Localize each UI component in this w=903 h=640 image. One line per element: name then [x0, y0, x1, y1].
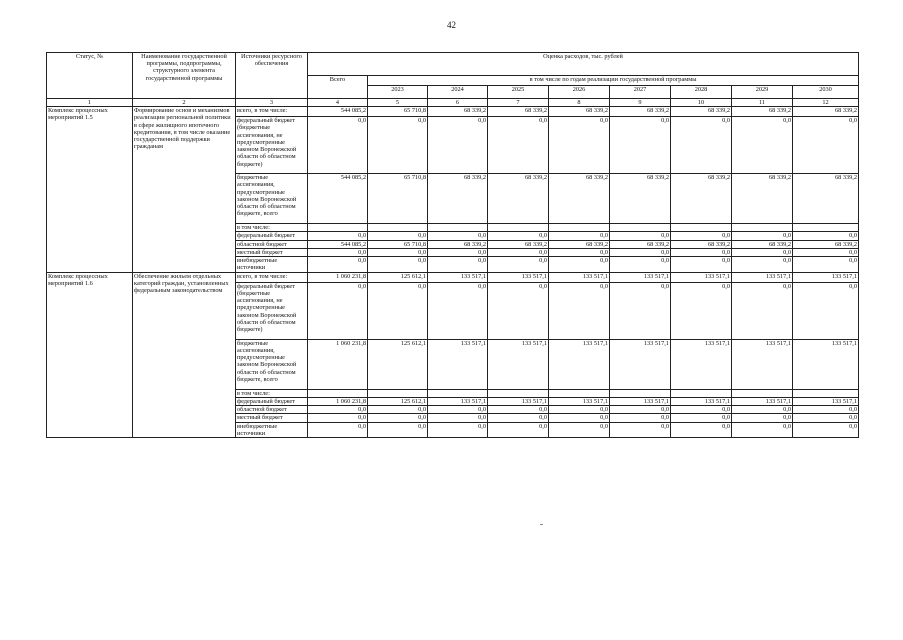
funding-source: местный бюджет [236, 414, 308, 422]
value-year: 68 339,2 [793, 240, 859, 248]
program-name: Обеспечение жильем отдельных категорий граждан, установленных федеральным законодательством [133, 272, 236, 437]
header-year: 2023 [368, 86, 428, 99]
value-year: 0,0 [549, 406, 610, 414]
header-status: Статус, № [47, 53, 133, 99]
value-year: 0,0 [428, 422, 488, 437]
value-year: 0,0 [428, 414, 488, 422]
column-number: 3 [236, 99, 308, 107]
value-year: 68 339,2 [549, 240, 610, 248]
value-total: 0,0 [308, 414, 368, 422]
value-year [732, 389, 793, 397]
value-total: 544 085,2 [308, 107, 368, 117]
value-year: 0,0 [793, 257, 859, 272]
funding-source: внебюджетные источники [236, 422, 308, 437]
value-year: 0,0 [732, 248, 793, 256]
funding-source: всего, в том числе: [236, 107, 308, 117]
value-total [308, 224, 368, 232]
funding-source: областной бюджет [236, 406, 308, 414]
value-year: 0,0 [671, 406, 732, 414]
value-year: 0,0 [488, 422, 549, 437]
value-year [732, 224, 793, 232]
value-year: 68 339,2 [488, 240, 549, 248]
program-name: Формирование основ и механизмов реализации региональной политики в сфере жилищного ипотечного кредитования, в том числе оказание государственной поддержки гражданам [133, 107, 236, 272]
value-year: 68 339,2 [428, 107, 488, 117]
value-year: 68 339,2 [549, 174, 610, 224]
value-year: 0,0 [610, 232, 671, 240]
funding-source: всего, в том числе: [236, 272, 308, 282]
header-total: Всего [308, 76, 368, 99]
column-number: 2 [133, 99, 236, 107]
header-name: Наименование государственной программы, подпрограммы, структурного элемента государственной программы [133, 53, 236, 99]
value-year: 0,0 [610, 422, 671, 437]
value-total: 0,0 [308, 282, 368, 339]
header-estimate: Оценка расходов, тыс. рублей [308, 53, 859, 76]
funding-source: областной бюджет [236, 240, 308, 248]
value-year: 0,0 [732, 257, 793, 272]
funding-source: федеральный бюджет (бюджетные ассигнования, не предусмотренные законом Воронежской области об областном бюджете) [236, 117, 308, 174]
value-year: 0,0 [368, 422, 428, 437]
value-year: 0,0 [610, 414, 671, 422]
value-year: 0,0 [793, 414, 859, 422]
value-year: 125 612,1 [368, 272, 428, 282]
page-number: 42 [447, 20, 456, 30]
value-year: 133 517,1 [488, 397, 549, 405]
value-year: 0,0 [549, 257, 610, 272]
funding-source: в том числе: [236, 389, 308, 397]
scan-mark [540, 524, 543, 525]
column-number: 7 [488, 99, 549, 107]
value-year: 133 517,1 [549, 272, 610, 282]
column-number: 11 [732, 99, 793, 107]
value-year [671, 389, 732, 397]
header-year: 2028 [671, 86, 732, 99]
value-year: 0,0 [732, 414, 793, 422]
value-year: 0,0 [488, 406, 549, 414]
value-year: 0,0 [549, 414, 610, 422]
header-source: Источники ресурсного обеспечения [236, 53, 308, 99]
value-year: 0,0 [671, 117, 732, 174]
value-year: 0,0 [368, 117, 428, 174]
value-total: 0,0 [308, 406, 368, 414]
value-year: 0,0 [793, 117, 859, 174]
value-year: 0,0 [428, 232, 488, 240]
column-number: 6 [428, 99, 488, 107]
table-row [47, 272, 859, 282]
value-year: 0,0 [671, 232, 732, 240]
value-year [793, 389, 859, 397]
value-year: 125 612,1 [368, 397, 428, 405]
value-year: 0,0 [428, 257, 488, 272]
value-year: 133 517,1 [488, 339, 549, 389]
header-year: 2024 [428, 86, 488, 99]
value-year: 0,0 [793, 282, 859, 339]
value-year: 0,0 [732, 232, 793, 240]
value-year: 68 339,2 [793, 107, 859, 117]
value-total: 0,0 [308, 117, 368, 174]
value-year: 0,0 [549, 117, 610, 174]
value-year: 133 517,1 [428, 397, 488, 405]
value-year: 133 517,1 [428, 339, 488, 389]
column-number: 10 [671, 99, 732, 107]
table-row [47, 107, 859, 117]
value-year: 68 339,2 [732, 107, 793, 117]
value-year: 0,0 [793, 422, 859, 437]
funding-source: бюджетные ассигнования, предусмотренные законом Воронежской области об областном бюджете, всего [236, 174, 308, 224]
value-year [488, 224, 549, 232]
funding-source: федеральный бюджет (бюджетные ассигнования, не предусмотренные законом Воронежской области об областном бюджете) [236, 282, 308, 339]
value-total: 0,0 [308, 422, 368, 437]
value-year [368, 224, 428, 232]
value-year: 0,0 [368, 282, 428, 339]
value-year: 68 339,2 [671, 240, 732, 248]
value-year: 68 339,2 [610, 107, 671, 117]
value-year [610, 224, 671, 232]
value-year: 68 339,2 [671, 174, 732, 224]
value-year: 0,0 [793, 232, 859, 240]
value-year: 0,0 [549, 282, 610, 339]
program-status: Комплекс процессных мероприятий 1.5 [47, 107, 133, 272]
value-year: 68 339,2 [732, 240, 793, 248]
value-year: 68 339,2 [488, 107, 549, 117]
value-year: 0,0 [488, 248, 549, 256]
value-year: 125 612,1 [368, 339, 428, 389]
value-year: 0,0 [610, 282, 671, 339]
value-year: 68 339,2 [428, 174, 488, 224]
value-total [308, 389, 368, 397]
value-year: 0,0 [368, 257, 428, 272]
value-year: 0,0 [793, 406, 859, 414]
value-year: 0,0 [488, 117, 549, 174]
value-year: 133 517,1 [732, 397, 793, 405]
column-number: 8 [549, 99, 610, 107]
value-year [368, 389, 428, 397]
value-year: 133 517,1 [488, 272, 549, 282]
value-year: 0,0 [671, 282, 732, 339]
value-year [428, 224, 488, 232]
column-number: 1 [47, 99, 133, 107]
value-year: 0,0 [671, 248, 732, 256]
funding-source: федеральный бюджет [236, 397, 308, 405]
value-year: 133 517,1 [671, 272, 732, 282]
funding-source: бюджетные ассигнования, предусмотренные законом Воронежской области об областном бюджете, всего [236, 339, 308, 389]
value-total: 544 085,2 [308, 240, 368, 248]
column-number: 12 [793, 99, 859, 107]
value-year: 65 710,8 [368, 107, 428, 117]
value-year: 68 339,2 [671, 107, 732, 117]
column-number: 4 [308, 99, 368, 107]
funding-source: внебюджетные источники [236, 257, 308, 272]
header-year: 2027 [610, 86, 671, 99]
value-year: 133 517,1 [610, 339, 671, 389]
value-year: 68 339,2 [610, 240, 671, 248]
value-year: 0,0 [671, 414, 732, 422]
value-year: 133 517,1 [610, 272, 671, 282]
value-year: 0,0 [549, 232, 610, 240]
value-year: 68 339,2 [793, 174, 859, 224]
value-total: 0,0 [308, 248, 368, 256]
value-year: 133 517,1 [610, 397, 671, 405]
value-year: 0,0 [488, 414, 549, 422]
value-year: 0,0 [732, 117, 793, 174]
value-year: 133 517,1 [793, 272, 859, 282]
value-total: 0,0 [308, 232, 368, 240]
value-year: 65 710,8 [368, 174, 428, 224]
value-year: 0,0 [428, 282, 488, 339]
value-year: 68 339,2 [610, 174, 671, 224]
header-year: 2030 [793, 86, 859, 99]
value-year: 68 339,2 [549, 107, 610, 117]
value-year [610, 389, 671, 397]
value-year: 0,0 [428, 248, 488, 256]
value-total: 1 060 231,8 [308, 397, 368, 405]
value-year [549, 224, 610, 232]
value-year: 133 517,1 [732, 339, 793, 389]
value-total: 544 085,2 [308, 174, 368, 224]
value-year: 0,0 [549, 422, 610, 437]
value-year: 68 339,2 [732, 174, 793, 224]
value-year: 133 517,1 [732, 272, 793, 282]
value-total: 0,0 [308, 257, 368, 272]
header-year: 2029 [732, 86, 793, 99]
value-year [549, 389, 610, 397]
value-year: 133 517,1 [428, 272, 488, 282]
value-year [428, 389, 488, 397]
value-year: 0,0 [368, 232, 428, 240]
program-status: Комплекс процессных мероприятий 1.6 [47, 272, 133, 437]
value-year: 0,0 [610, 248, 671, 256]
value-year: 0,0 [488, 282, 549, 339]
expenditure-table [46, 52, 859, 438]
value-year: 0,0 [671, 422, 732, 437]
value-year: 0,0 [488, 232, 549, 240]
column-number: 9 [610, 99, 671, 107]
value-year: 133 517,1 [671, 339, 732, 389]
value-year: 133 517,1 [793, 397, 859, 405]
value-year [671, 224, 732, 232]
value-year: 0,0 [428, 406, 488, 414]
column-number: 5 [368, 99, 428, 107]
value-year: 0,0 [368, 406, 428, 414]
value-year: 68 339,2 [428, 240, 488, 248]
value-year: 0,0 [549, 248, 610, 256]
value-year: 0,0 [368, 414, 428, 422]
value-year [488, 389, 549, 397]
funding-source: в том числе: [236, 224, 308, 232]
value-year: 0,0 [671, 257, 732, 272]
value-year: 0,0 [610, 257, 671, 272]
value-year: 0,0 [610, 117, 671, 174]
value-year: 133 517,1 [793, 339, 859, 389]
header-by-years: в том числе по годам реализации государственной программы [368, 76, 859, 86]
value-year: 0,0 [732, 282, 793, 339]
value-year [793, 224, 859, 232]
value-year: 0,0 [368, 248, 428, 256]
value-total: 1 060 231,8 [308, 272, 368, 282]
value-year: 133 517,1 [671, 397, 732, 405]
value-year: 65 710,8 [368, 240, 428, 248]
value-year: 0,0 [428, 117, 488, 174]
value-year: 68 339,2 [488, 174, 549, 224]
value-year: 133 517,1 [549, 397, 610, 405]
value-year: 0,0 [610, 406, 671, 414]
value-year: 0,0 [732, 422, 793, 437]
value-year: 133 517,1 [549, 339, 610, 389]
header-year: 2025 [488, 86, 549, 99]
value-year: 0,0 [732, 406, 793, 414]
header-year: 2026 [549, 86, 610, 99]
value-year: 0,0 [793, 248, 859, 256]
funding-source: местный бюджет [236, 248, 308, 256]
value-total: 1 060 231,8 [308, 339, 368, 389]
funding-source: федеральный бюджет [236, 232, 308, 240]
value-year: 0,0 [488, 257, 549, 272]
